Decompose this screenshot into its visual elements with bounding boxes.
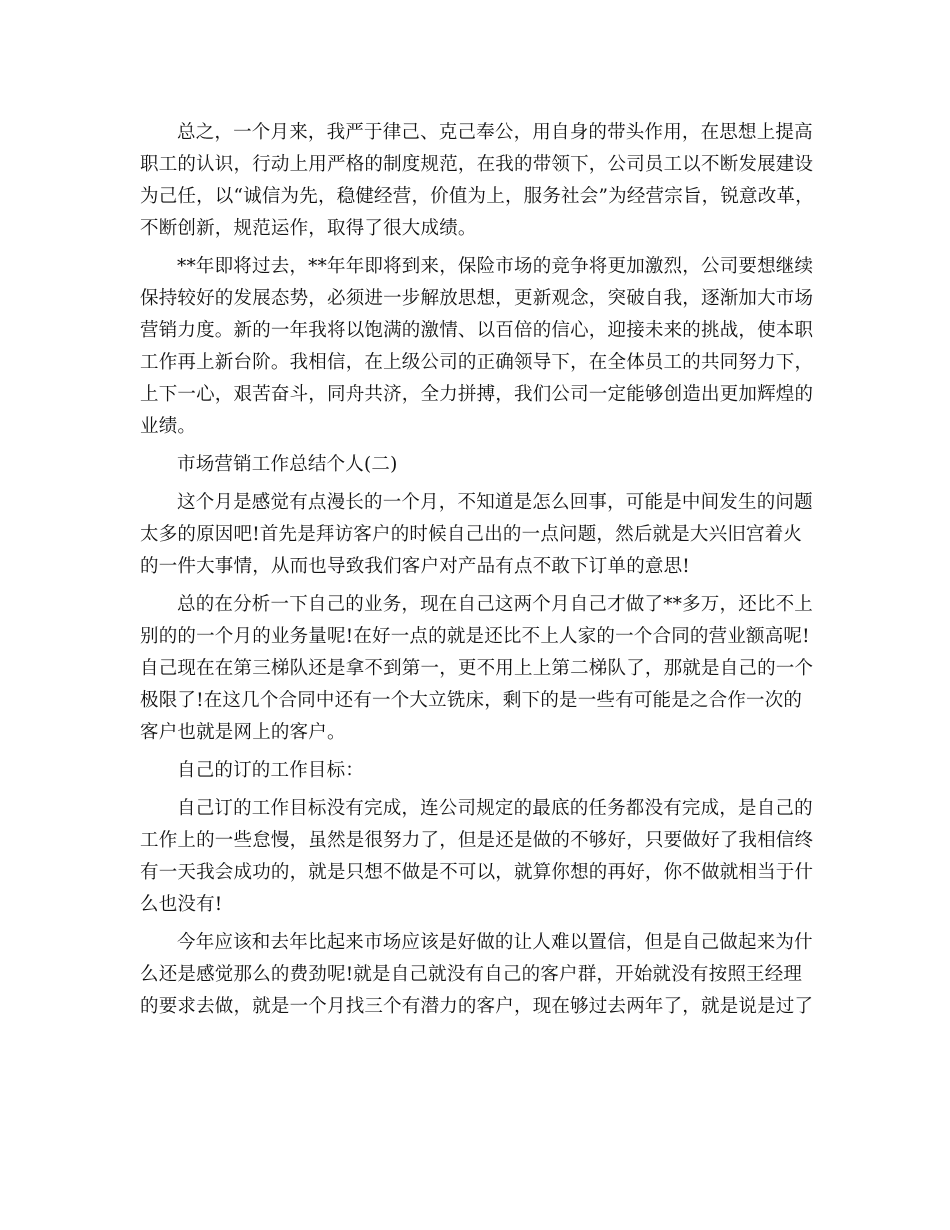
paragraph	[140, 487, 815, 583]
text-line: 工作再上新台阶。我相信，在上级公司的正确领导下，在全体员工的共同努力下，	[140, 352, 814, 373]
text-line: 不断创新，规范运作，取得了很大成绩。	[140, 218, 477, 239]
paragraph	[140, 927, 815, 1023]
text-line: 今年应该和去年比起来市场应该是好做的让人难以置信，但是自己做起来为什	[177, 932, 813, 953]
section-heading	[140, 449, 815, 481]
text-line: 极限了!在这几个合同中还有一个大立铣床，剩下的是一些有可能是之合作一次的	[140, 690, 803, 711]
text-line: 这个月是感觉有点漫长的一个月，不知道是怎么回事，可能是中间发生的问题	[177, 492, 813, 513]
text-line: 为己任，以“诚信为先，稳健经营，价值为上，服务社会”为经营宗旨，锐意改革，	[140, 186, 814, 207]
paragraph	[140, 755, 815, 787]
text-line: 业绩。	[140, 416, 197, 437]
text-line: 别的的一个月的业务量呢!在好一点的就是还比不上人家的一个合同的营业额高呢!	[140, 626, 810, 647]
text-line: 么也没有!	[140, 894, 223, 915]
text-line: 自己现在在第三梯队还是拿不到第一，更不用上上第二梯队了，那就是自己的一个	[140, 658, 814, 679]
text-line: 客户也就是网上的客户。	[140, 722, 346, 743]
text-line: 的要求去做，就是一个月找三个有潜力的客户，现在够过去两年了，就是说是过了	[140, 996, 814, 1017]
paragraph	[140, 117, 815, 245]
text-line: 总的在分析一下自己的业务，现在自己这两个月自己才做了**多万，还比不上	[177, 594, 814, 615]
document-body	[140, 117, 815, 1023]
paragraph	[140, 793, 815, 921]
text-line: 么还是感觉那么的费劲呢!就是自己就没有自己的客户群，开始就没有按照王经理	[140, 964, 803, 985]
text-line: 保持较好的发展态势，必须进一步解放思想，更新观念，突破自我，逐渐加大市场	[140, 288, 814, 309]
text-line: 太多的原因吧!首先是拜访客户的时候自己出的一点问题，然后就是大兴旧宫着火	[140, 524, 803, 545]
text-line: 自己的订的工作目标：	[177, 760, 365, 781]
text-line: 工作上的一些怠慢，虽然是很努力了，但是还是做的不够好，只要做好了我相信终	[140, 830, 814, 851]
paragraph	[140, 589, 815, 749]
text-line: 有一天我会成功的，就是只想不做是不可以，就算你想的再好，你不做就相当于什	[140, 862, 814, 883]
heading-line: 市场营销工作总结个人(二)	[177, 454, 398, 475]
text-line: **年即将过去，**年年即将到来，保险市场的竞争将更加激烈，公司要想继续	[177, 256, 814, 277]
text-line: 总之，一个月来，我严于律己、克己奉公，用自身的带头作用，在思想上提高	[177, 122, 813, 143]
text-line: 营销力度。新的一年我将以饱满的激情、以百倍的信心，迎接未来的挑战，使本职	[140, 320, 814, 341]
text-line: 上下一心，艰苦奋斗，同舟共济，全力拼搏，我们公司一定能够创造出更加辉煌的	[140, 384, 814, 405]
paragraph	[140, 251, 815, 443]
text-line: 的一件大事情，从而也导致我们客户对产品有点不敢下订单的意思!	[140, 556, 690, 577]
text-line: 职工的认识，行动上用严格的制度规范，在我的带领下，公司员工以不断发展建设	[140, 154, 814, 175]
text-line: 自己订的工作目标没有完成，连公司规定的最底的任务都没有完成，是自己的	[177, 798, 813, 819]
